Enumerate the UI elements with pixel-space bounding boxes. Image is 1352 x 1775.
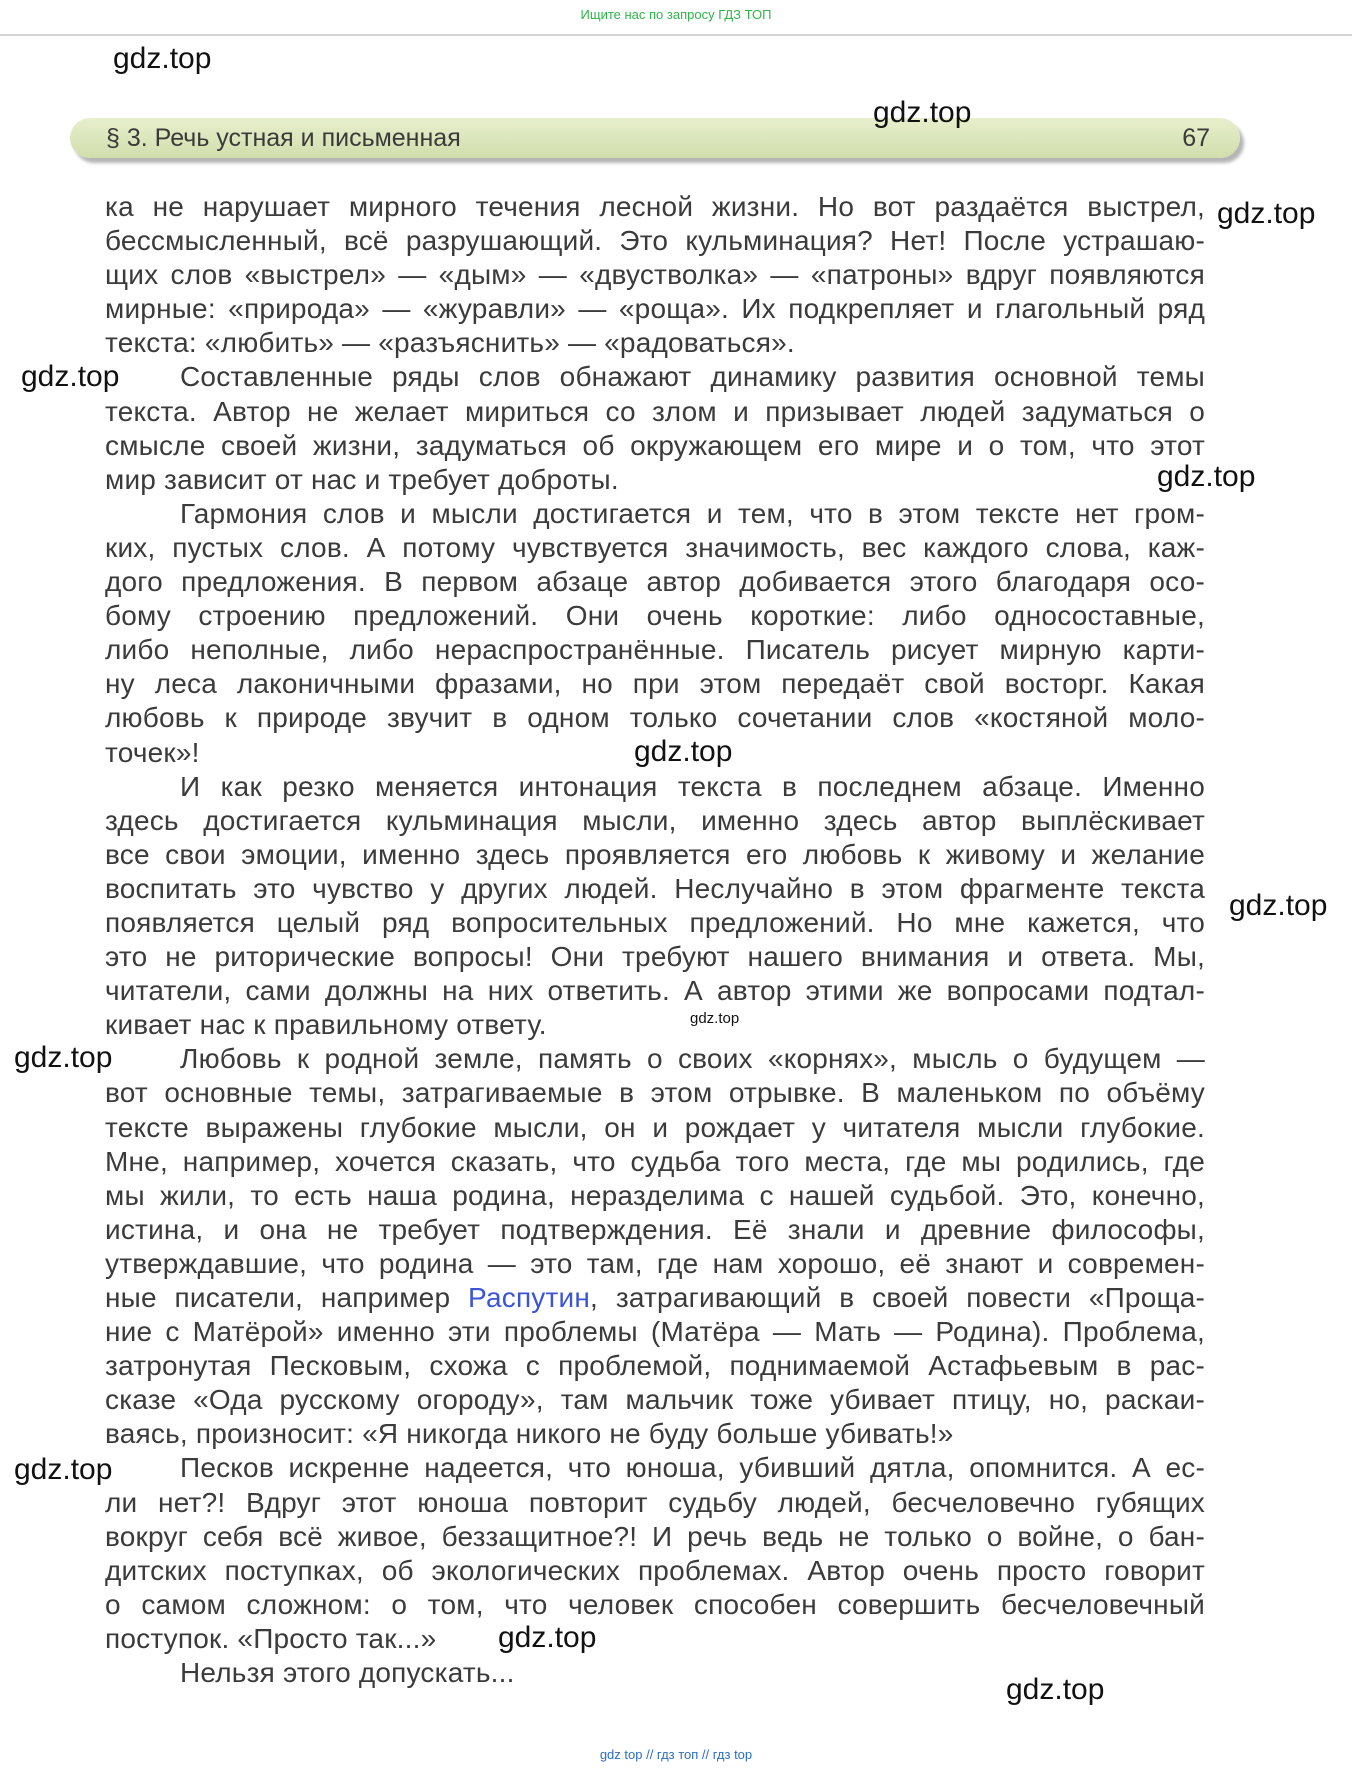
text-line: ние с Матёрой» именно эти проблемы (Матёра — Мать — Родина). Проблема,: [105, 1316, 1205, 1348]
section-header: [70, 118, 1240, 158]
page-number: 67: [1182, 124, 1210, 152]
watermark: gdz.top: [634, 735, 733, 768]
body-text: [105, 190, 1205, 1690]
text-line: кивает нас к правильному ответу.: [105, 1009, 547, 1041]
watermark: gdz.top: [498, 1621, 597, 1654]
watermark: gdz.top: [21, 360, 120, 393]
text-line: все свои эмоции, именно здесь проявляется его любовь к живому и желание: [105, 838, 1205, 870]
text-line: воспитать это чувство у других людей. Неслучайно в этом фрагменте текста: [105, 872, 1205, 904]
text-line: тексте выражены глубокие мысли, он и рождает у читателя мысли глубокие.: [105, 1111, 1205, 1143]
text-line: дого предложения. В первом абзаце автор добивается этого благодаря осо-: [105, 566, 1205, 598]
text-line: ка не нарушает мирного течения лесной жизни. Но вот раздаётся выстрел,: [105, 191, 1205, 222]
text-line: Мне, например, хочется сказать, что судьба того места, где мы родились, где: [105, 1145, 1205, 1177]
watermark: gdz.top: [873, 96, 972, 129]
text-line: истина, и она не требует подтверждения. Её знали и древние философы,: [105, 1213, 1205, 1245]
rasputin-link[interactable]: Распутин: [468, 1282, 591, 1313]
text-line: бессмысленный, всё разрушающий. Это кульминация? Нет! После устрашаю-: [105, 225, 1205, 257]
text-line: либо неполные, либо нераспространённые. Писатель рисует мирную карти-: [105, 634, 1205, 666]
text-line: поступок. «Просто так...»: [105, 1622, 437, 1654]
text-line: здесь достигается кульминация мысли, именно здесь автор выплёскивает: [105, 804, 1205, 836]
text-line: щих слов «выстрел» — «дым» — «двустволка» — «патроны» вдруг появляются: [105, 259, 1205, 291]
text-line: вот основные темы, затрагиваемые в этом отрывке. В маленьком по объёму: [105, 1077, 1205, 1109]
text-line: текста: «любить» — «разъяснить» — «радоваться».: [105, 327, 795, 359]
text-line: Любовь к родной земле, память о своих «корнях», мысль о будущем —: [180, 1043, 1205, 1075]
text-line: точек»!: [105, 736, 200, 768]
watermark: gdz.top: [1006, 1673, 1105, 1706]
text-line-with-link: [105, 1281, 1205, 1315]
watermark: gdz.top: [1229, 889, 1328, 922]
text-line: ну леса лаконичными фразами, но при этом передаёт свой восторг. Какая: [105, 668, 1205, 700]
text-line: Нельзя этого допускать...: [180, 1657, 515, 1689]
watermark: gdz.top: [14, 1041, 113, 1074]
text-line: бому строению предложений. Они очень короткие: либо односоставные,: [105, 600, 1205, 632]
text-line: смысле своей жизни, задуматься об окружающем его мире и о том, что этот: [105, 429, 1205, 461]
watermark: gdz.top: [1157, 460, 1256, 493]
text-segment: , затрагивающий в своей повести «Проща-: [590, 1282, 1206, 1313]
top-banner-text: Ищите нас по запросу ГДЗ ТОП: [580, 7, 772, 22]
text-line: сказе «Ода русскому огороду», там мальчик тоже убивает птицу, но, раскаи-: [105, 1384, 1205, 1416]
text-line: вокруг себя всё живое, беззащитное?! И речь ведь не только о войне, о бан-: [105, 1520, 1205, 1552]
text-line: читатели, сами должны на них ответить. А автор этими же вопросами подтал-: [105, 975, 1205, 1007]
section-title: § 3. Речь устная и письменная: [106, 124, 461, 152]
text-line: утверждавшие, что родина — это там, где нам хорошо, её знают и современ-: [105, 1247, 1205, 1279]
watermark: gdz.top: [14, 1453, 113, 1486]
text-segment: ные писатели, например: [105, 1282, 451, 1313]
text-line: Песков искренне надеется, что юноша, убивший дятла, опомнится. А ес-: [180, 1452, 1205, 1484]
text-line: ваясь, произносит: «Я никогда никого не буду больше убивать!»: [105, 1418, 954, 1450]
top-banner: [0, 0, 1352, 36]
text-line: о самом сложном: о том, что человек способен совершить бесчеловечный: [105, 1588, 1205, 1620]
text-line: мирные: «природа» — «журавли» — «роща». Их подкрепляет и глагольный ряд: [105, 293, 1205, 325]
text-line: Гармония слов и мысли достигается и тем, что в этом тексте нет гром-: [180, 497, 1205, 529]
text-line: мир зависит от нас и требует доброты.: [105, 463, 619, 495]
footer: gdz top // гдз топ // гдз top: [599, 1747, 753, 1762]
watermark: gdz.top: [1217, 197, 1316, 230]
watermark: gdz.top: [690, 1010, 740, 1027]
text-line: ких, пустых слов. А потому чувствуется значимость, вес каждого слова, каж-: [105, 531, 1205, 563]
text-line: И как резко меняется интонация текста в последнем абзаце. Именно: [180, 770, 1205, 802]
watermark: gdz.top: [113, 42, 212, 75]
text-line: текста. Автор не желает мириться со злом и призывает людей задуматься о: [105, 395, 1205, 427]
text-line: любовь к природе звучит в одном только сочетании слов «костяной моло-: [105, 702, 1205, 734]
text-line: это не риторические вопросы! Они требуют нашего внимания и ответа. Мы,: [105, 941, 1205, 973]
text-line: мы жили, то есть наша родина, неразделима с нашей судьбой. Это, конечно,: [105, 1179, 1205, 1211]
text-line: ли нет?! Вдруг этот юноша повторит судьбу людей, бесчеловечно губящих: [105, 1486, 1205, 1518]
text-line: затронутая Песковым, схожа с проблемой, поднимаемой Астафьевым в рас-: [105, 1350, 1205, 1382]
text-line: дитских поступках, об экологических проблемах. Автор очень просто говорит: [105, 1554, 1205, 1586]
text-line: появляется целый ряд вопросительных предложений. Но мне кажется, что: [105, 906, 1205, 938]
text-line: Составленные ряды слов обнажают динамику развития основной темы: [180, 361, 1205, 393]
